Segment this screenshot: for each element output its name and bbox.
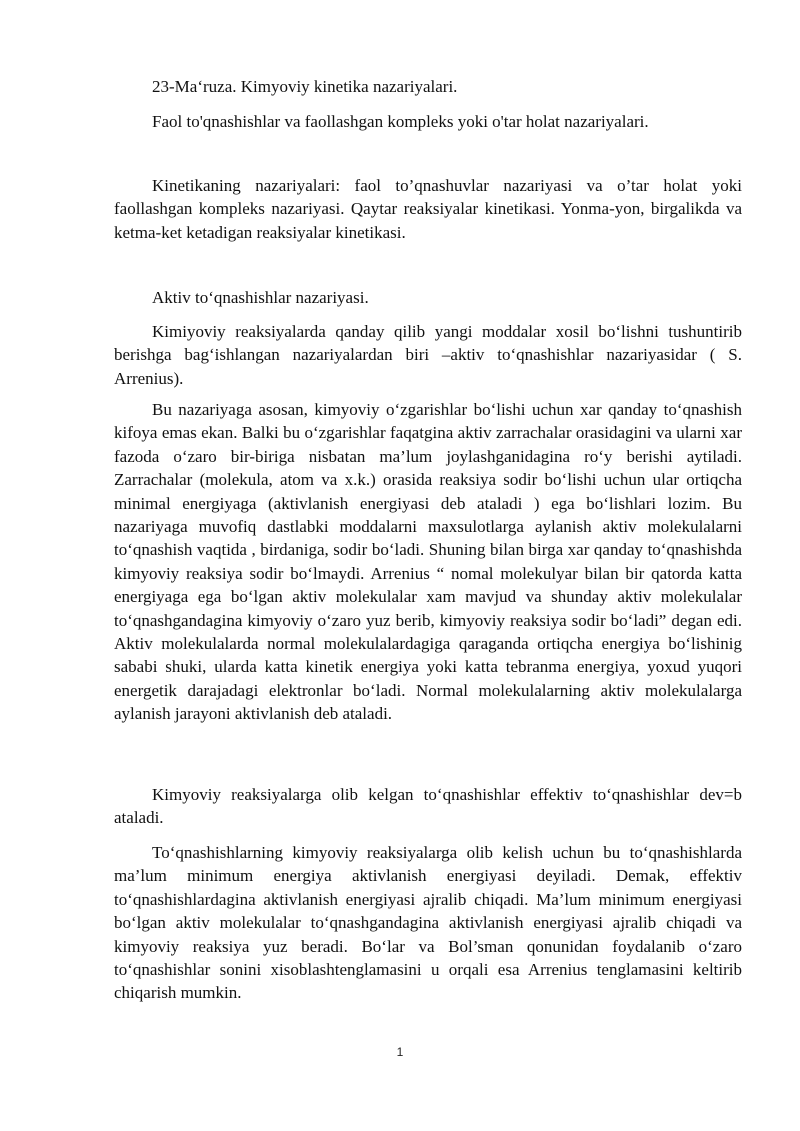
body-paragraph-2: Bu nazariyaga asosan, kimyoviy o‘zgarishlar bo‘lishi uchun xar qanday to‘qnashish kifoya emas ekan. Balki bu o‘zgarishlar faqatgina aktiv zarrachalar orasidagini va ularni xar fazoda o‘zaro bir-biriga nisbatan ma’lum joylashganidagina ro‘y berishi aytiladi. Zarrachalar (molekula, atom va x.k.) orasida reaksiya sodir bo‘lishi uchun ular ortiqcha minimal energiyaga (aktivlanish energiyasi deb ataladi ) ega bo‘lishlari lozim. Bu nazariyaga muvofiq dastlabki moddalarni maxsulotlarga aylanish aktiv molekulalarni to‘qnashish vaqtida , birdaniga, sodir bo‘ladi. Shuning bilan birga xar qanday to‘qnashishda kimyoviy reaksiya sodir bo‘lmaydi. Arrenius “ nomal molekulyar bilan bir qatorda katta energiyaga ega bo‘lgan aktiv molekulalar xam mavjud va shunday aktiv molekulalar to‘qnashgandagina kimyoviy o‘zaro yuz berib, kimyoviy reaksiya sodir bo‘ladi” degan edi. Aktiv molekulalarda normal molekulalardagiga qaraganda ortiqcha energiya bo‘lishinig sababi shuki, ularda katta kinetik energiya yoki katta tebranma energiya, yoxud yuqori energetik darajadagi elektronlar bo‘ladi. Normal molekulalarning aktiv molekulalarga aylanish jarayoni aktivlanish deb ataladi. <box>114 400 742 724</box>
section-title: Aktiv to‘qnashishlar nazariyasi. <box>152 288 369 307</box>
body-paragraph-3: Kimyoviy reaksiyalarga olib kelgan to‘qnashishlar effektiv to‘qnashishlar dev=b ataladi. <box>114 785 742 828</box>
body-paragraph-1: Kimiyoviy reaksiyalarda qanday qilib yangi moddalar xosil bo‘lishni tushuntirib berishga bag‘ishlangan nazariyalardan biri –aktiv to‘qnashishlar nazariyasidar ( S. Arrenius). <box>114 322 742 388</box>
intro-paragraph: Kinetikaning nazariyalari: faol to’qnashuvlar nazariyasi va o’tar holat yoki faollashgan kompleks nazariyasi. Qaytar reaksiyalar kinetikasi. Yonma-yon, birgalikda va ketma-ket ketadigan reaksiyalar kinetikasi. <box>114 176 742 242</box>
body-paragraph-4: To‘qnashishlarning kimyoviy reaksiyalarga olib kelish uchun bu to‘qnashishlarda ma’lum minimum energiya aktivlanish energiyasi deyiladi. Demak, effektiv to‘qnashishlardagina aktivlanish energiyasi ajralib chiqadi. Ma’lum minimum energiyasi bo‘lgan aktiv molekulalar to‘qnashgandagina aktivlanish energiyasi ajralib chiqadi va kimyoviy reaksiya yuz beradi. Bo‘lar va Bol’sman qonunidan foydalanib o‘zaro to‘qnashishlar sonini xisoblashtenglamasini u orqali esa Arrenius tenglamasini keltirib chiqarish mumkin. <box>114 843 742 1003</box>
lecture-title: 23-Ma‘ruza. Kimyoviy kinetika nazariyalari. <box>152 77 458 96</box>
lecture-subtitle: Faol to'qnashishlar va faollashgan kompleks yoki o'tar holat nazariyalari. <box>152 112 649 131</box>
page-number: 1 <box>396 1045 404 1059</box>
